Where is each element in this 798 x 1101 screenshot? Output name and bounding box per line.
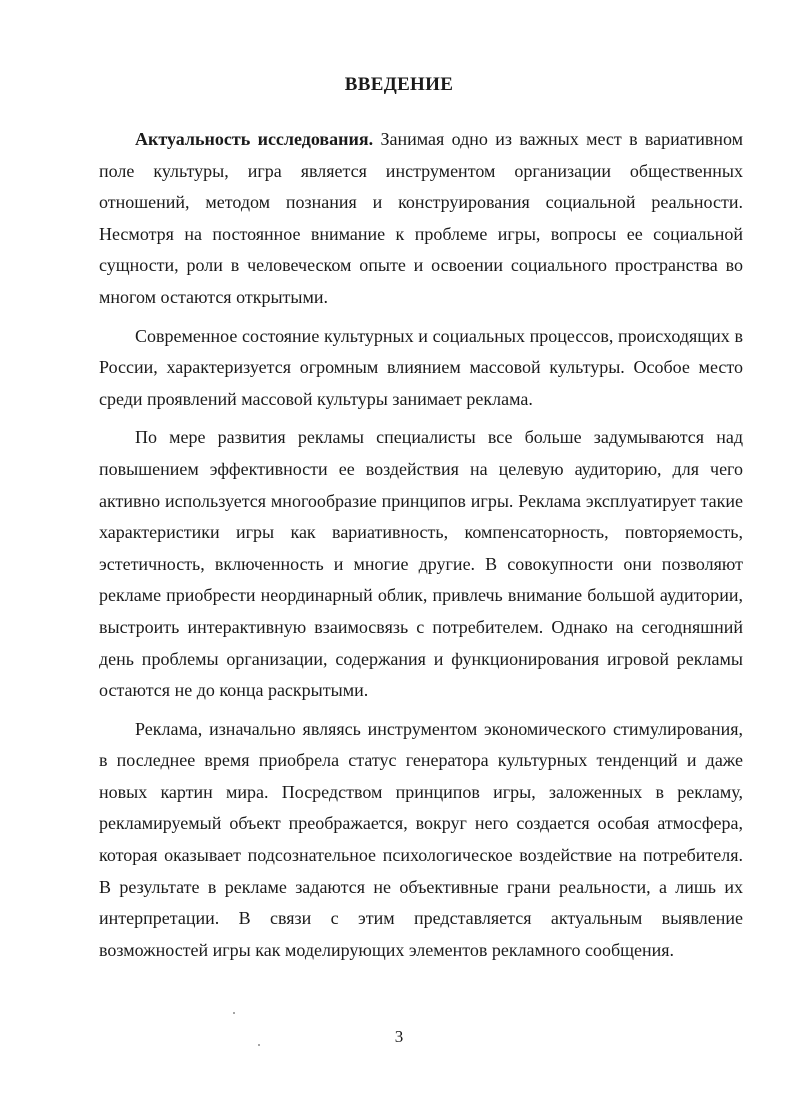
paragraph-advertising-status: [99, 714, 743, 967]
scan-speck: [258, 1044, 260, 1046]
body-text: [99, 124, 743, 966]
paragraph-lead: Актуальность исследования.: [135, 129, 374, 149]
page-number: 3: [394, 1027, 404, 1046]
paragraph-text: Реклама, изначально являясь инструментом экономического стимулирования, в последнее время приобрела статус генератора культурных тенденций и даже новых картин мира. Посредством принципов игры, заложенных в рекламу, рекламируемый объект преображается, вокруг него создается особая атмосфера, которая оказывает подсознательное психологическое воздействие на потребителя. В результате в рекламе задаются не объективные грани реальности, а лишь их интерпретации. В связи с этим представляется актуальным выявление возможностей игры как моделирующих элементов рекламного сообщения.: [99, 718, 743, 960]
paragraph-mass-culture: [99, 321, 743, 416]
paragraph-text: По мере развития рекламы специалисты все больше задумываются над повышением эффективности ее воздействия на целевую аудиторию, для чего активно используется многообразие принципов игры. Реклама эксплуатирует такие характеристики игры как вариативность, компенсаторность, повторяемость, эстетичность, включенность и многие другие. В совокупности они позволяют рекламе приобрести неординарный облик, привлечь внимание большой аудитории, выстроить интерактивную взаимосвязь с потребителем. Однако на сегодняшний день проблемы организации, содержания и функционирования игровой рекламы остаются не до конца раскрытыми.: [99, 427, 743, 701]
paragraph-advertising-efficiency: [99, 422, 743, 706]
paragraph-relevance: [99, 124, 743, 314]
paragraph-text: Современное состояние культурных и социальных процессов, происходящих в России, характеризуется огромным влиянием массовой культуры. Особое место среди проявлений массовой культуры занимает реклама.: [99, 325, 743, 409]
paragraph-text: Занимая одно из важных мест в вариативном поле культуры, игра является инструментом организации общественных отношений, методом познания и конструирования социальной реальности. Несмотря на постоянное внимание к проблеме игры, вопросы ее социальной сущности, роли в человеческом опыте и освоении социального пространства во многом остаются открытыми.: [99, 129, 744, 307]
scan-speck: [233, 1012, 235, 1014]
page-title: ВВЕДЕНИЕ: [344, 74, 454, 95]
